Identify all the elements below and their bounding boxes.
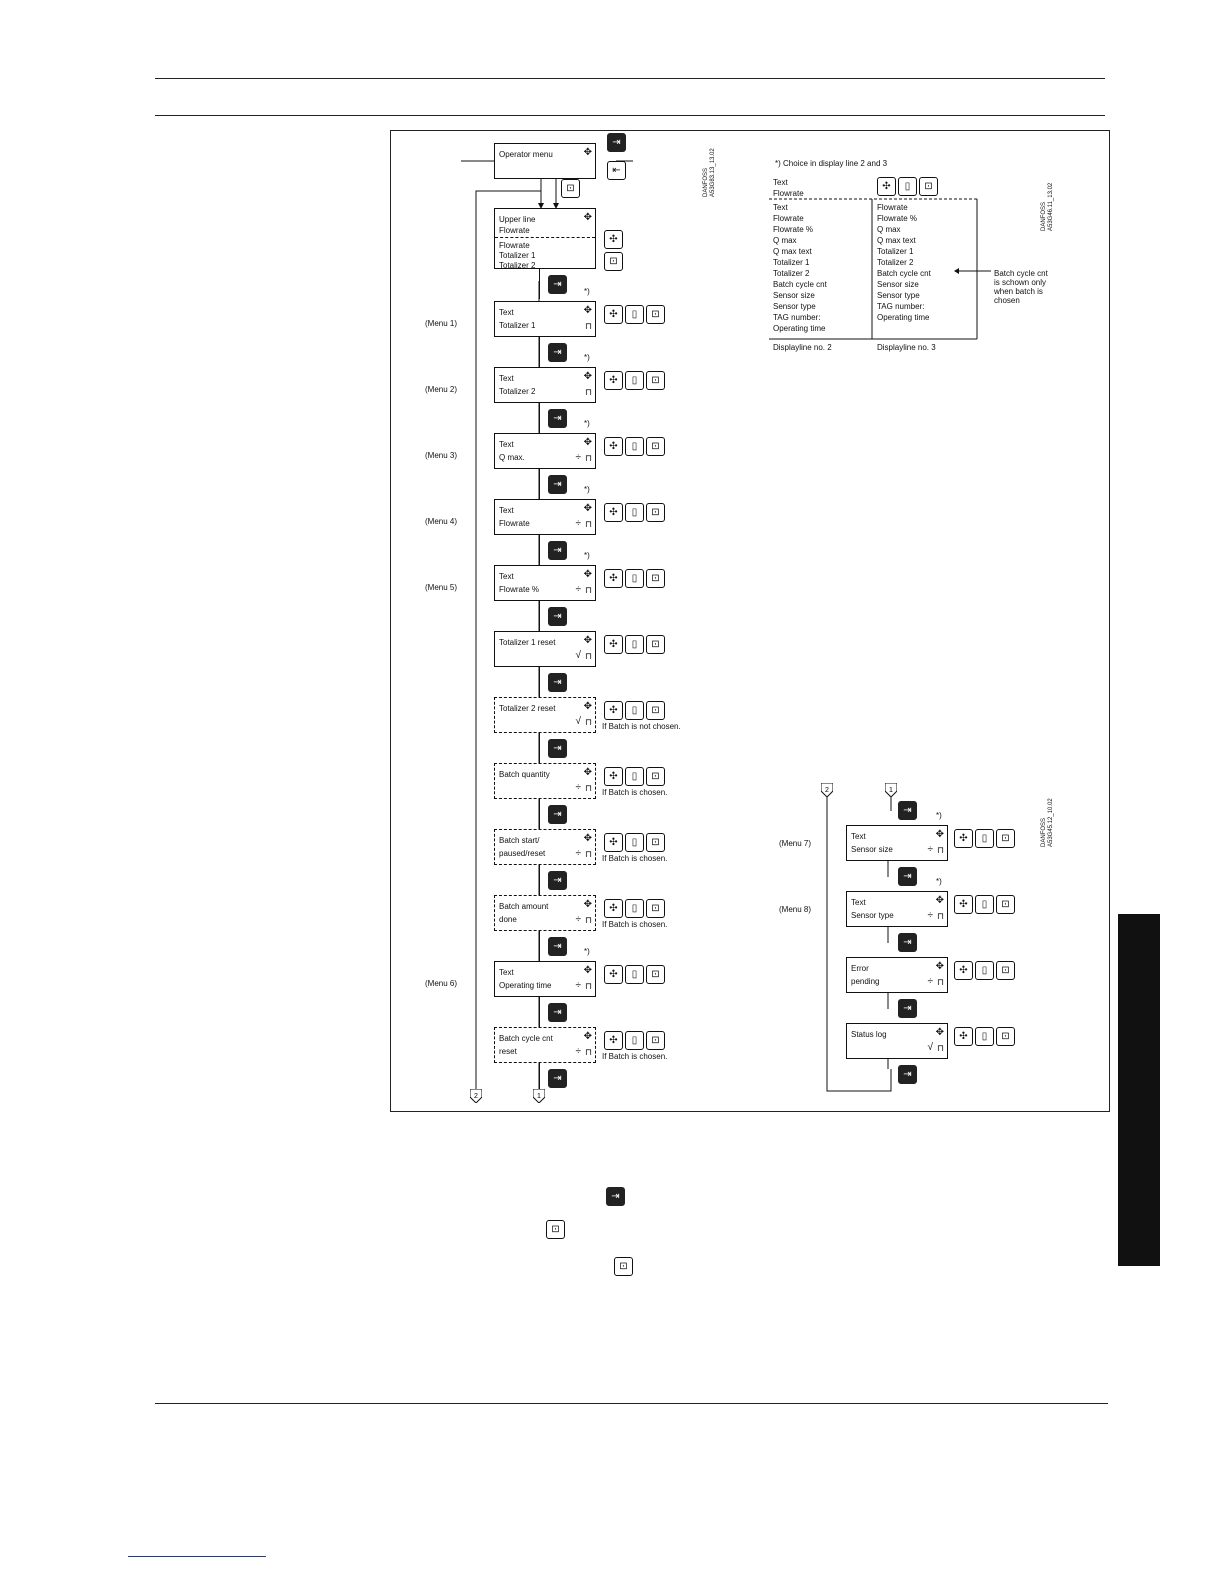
condition-note: If Batch is chosen. xyxy=(602,788,668,797)
lock-key-icon: ⊡ xyxy=(996,829,1015,848)
display-line-2: done xyxy=(499,915,517,924)
enter-key-icon: ▯ xyxy=(975,961,994,980)
choice-option: Batch cycle cnt xyxy=(877,269,931,278)
flow-arrow xyxy=(539,667,540,697)
display-line-1: Batch start/ xyxy=(499,836,540,845)
divider xyxy=(495,237,595,238)
cursor-icon: ✥ xyxy=(935,829,944,840)
lock-icon: ⊓ xyxy=(584,981,592,991)
next-key-icon: ⇥ xyxy=(898,801,917,820)
adjust-icon: ÷ xyxy=(575,584,581,595)
next-key-icon: ⇥ xyxy=(548,871,567,890)
enter-key-icon: ▯ xyxy=(898,177,917,196)
enter-key-icon: ▯ xyxy=(625,767,644,786)
display-line-1: Totalizer 1 reset xyxy=(499,638,556,647)
lock-key-icon: ⊡ xyxy=(646,305,665,324)
display-line-2: Totalizer 2 xyxy=(499,387,536,396)
arrows-key-icon: ✣ xyxy=(954,961,973,980)
adjust-icon: ÷ xyxy=(575,848,581,859)
enter-key-icon: ▯ xyxy=(975,829,994,848)
enter-key-icon: ▯ xyxy=(625,1031,644,1050)
enter-key-icon: ▯ xyxy=(975,895,994,914)
display-line-1: Text xyxy=(499,572,514,581)
upper-line-option: Flowrate xyxy=(499,241,530,250)
choice-option: Operating time xyxy=(773,324,826,333)
display-box xyxy=(494,697,596,733)
confirm-icon: √ xyxy=(927,1042,933,1053)
diagram-frame xyxy=(390,130,1110,1112)
display-line-1: Totalizer 2 reset xyxy=(499,704,556,713)
menu-label: (Menu 2) xyxy=(425,385,458,394)
lock-icon: ⊓ xyxy=(584,585,592,595)
display-box xyxy=(494,829,596,865)
choice-option: Q max xyxy=(773,236,797,245)
enter-key-icon: ▯ xyxy=(625,305,644,324)
choice-option: Flowrate % xyxy=(877,214,918,223)
arrows-key-icon: ✣ xyxy=(604,635,623,654)
next-key-icon: ⇥ xyxy=(548,541,567,560)
arrows-key-icon: ✣ xyxy=(604,503,623,522)
enter-key-icon: ▯ xyxy=(625,965,644,984)
enter-key-icon: ▯ xyxy=(625,833,644,852)
lock-key-icon: ⊡ xyxy=(996,895,1015,914)
lock-key-icon: ⊡ xyxy=(546,1220,565,1239)
display-line-1: Text xyxy=(851,832,866,841)
choice-option: Flowrate % xyxy=(773,225,814,234)
display-line-1: Text xyxy=(851,898,866,907)
lock-key-icon: ⊡ xyxy=(996,1027,1015,1046)
choice-header: Text Flowrate xyxy=(773,178,804,198)
lock-key-icon: ⊡ xyxy=(919,177,938,196)
lock-key-icon: ⊡ xyxy=(646,569,665,588)
adjust-icon: ÷ xyxy=(575,518,581,529)
arrows-key-icon: ✣ xyxy=(604,371,623,390)
menu-label: (Menu 4) xyxy=(425,517,458,526)
choice-option: TAG number: xyxy=(877,302,925,311)
confirm-icon: √ xyxy=(575,650,581,661)
display-line-1: Batch amount xyxy=(499,902,549,911)
flow-arrow xyxy=(539,799,540,829)
enter-key-icon: ▯ xyxy=(625,371,644,390)
adjust-icon: ÷ xyxy=(575,782,581,793)
lock-key-icon-2: ⊡ xyxy=(614,1257,633,1276)
svg-text:1: 1 xyxy=(889,787,893,794)
arrows-key-icon: ✣ xyxy=(877,177,896,196)
adjust-icon: ÷ xyxy=(575,1046,581,1057)
lock-key-icon: ⊡ xyxy=(561,179,580,198)
adjust-icon: ÷ xyxy=(927,976,933,987)
flow-arrow xyxy=(539,931,540,961)
flow-arrow xyxy=(539,997,540,1027)
choice-option: Sensor size xyxy=(877,280,919,289)
choice-option: Totalizer 1 xyxy=(773,258,810,267)
cursor-icon: ✥ xyxy=(935,895,944,906)
next-key-icon: ⇥ xyxy=(898,933,917,952)
choice-marker: *) xyxy=(584,551,590,560)
display-line-2: pending xyxy=(851,977,880,986)
next-key-icon: ⇥ xyxy=(898,999,917,1018)
next-key-icon: ⇥ xyxy=(548,739,567,758)
displayline-3-label: Displayline no. 3 xyxy=(877,343,936,352)
choice-option: Totalizer 2 xyxy=(773,269,810,278)
connector-1-right xyxy=(885,783,897,797)
cursor-icon: ✥ xyxy=(583,767,592,778)
choice-title: *) Choice in display line 2 and 3 xyxy=(775,159,888,168)
lock-icon: ⊓ xyxy=(936,845,944,855)
displayline-2-list xyxy=(773,202,827,334)
lock-key-icon: ⊡ xyxy=(646,503,665,522)
code-a: DANFOSS A53G83.13_13.02 xyxy=(703,148,716,197)
flow-arrow xyxy=(539,269,540,299)
display-box xyxy=(494,499,596,535)
menu-label: (Menu 1) xyxy=(425,319,458,328)
upper-line-option: Totalizer 1 xyxy=(499,251,536,260)
lock-icon: ⊓ xyxy=(584,453,592,463)
display-box xyxy=(494,565,596,601)
lock-key-icon: ⊡ xyxy=(646,437,665,456)
lock-icon: ⊓ xyxy=(584,783,592,793)
condition-note: If Batch is chosen. xyxy=(602,854,668,863)
next-key-icon: ⇥ xyxy=(548,673,567,692)
display-line-1: Upper line xyxy=(499,215,536,224)
flow-arrow xyxy=(539,865,540,895)
section-tab xyxy=(1118,914,1160,1266)
arrows-key-icon: ✣ xyxy=(604,437,623,456)
choice-option: Flowrate xyxy=(773,214,804,223)
top-rule xyxy=(155,78,1105,79)
svg-text:2: 2 xyxy=(825,787,829,794)
display-box xyxy=(846,891,948,927)
cursor-icon: ✥ xyxy=(583,1031,592,1042)
display-line-1: Text xyxy=(499,440,514,449)
choice-option: TAG number: xyxy=(773,313,821,322)
enter-key-icon: ▯ xyxy=(625,437,644,456)
choice-option: Text xyxy=(773,203,788,212)
arrows-key-icon: ✣ xyxy=(604,965,623,984)
flow-arrow xyxy=(539,535,540,565)
arrows-key-icon: ✣ xyxy=(604,305,623,324)
display-box xyxy=(494,631,596,667)
cursor-icon: ✥ xyxy=(935,1027,944,1038)
lock-icon: ⊓ xyxy=(936,977,944,987)
display-box xyxy=(494,763,596,799)
upper-line-display xyxy=(494,208,596,269)
choice-option: Sensor size xyxy=(773,291,815,300)
flow-arrow xyxy=(539,337,540,367)
footer-rule xyxy=(155,1403,1108,1404)
lock-icon: ⊓ xyxy=(936,1043,944,1053)
condition-note: If Batch is chosen. xyxy=(602,920,668,929)
display-box xyxy=(494,961,596,997)
next-key-icon: ⇥ xyxy=(548,475,567,494)
display-line-2: Operating time xyxy=(499,981,552,990)
display-line-1: Batch quantity xyxy=(499,770,550,779)
lock-key-icon: ⊡ xyxy=(646,767,665,786)
display-line-1: Status log xyxy=(851,1030,887,1039)
back-key-icon: ⇤ xyxy=(607,161,626,180)
display-line-2: Sensor size xyxy=(851,845,893,854)
arrows-key-icon: ✣ xyxy=(954,1027,973,1046)
svg-text:2: 2 xyxy=(474,1093,478,1100)
confirm-icon: √ xyxy=(575,716,581,727)
connector-2-left xyxy=(470,1089,482,1103)
cursor-icon: ✥ xyxy=(583,503,592,514)
choice-option: Sensor type xyxy=(877,291,920,300)
condition-note: If Batch is not chosen. xyxy=(602,722,681,731)
next-key-icon: ⇥ xyxy=(548,275,567,294)
flow-arrow xyxy=(539,469,540,499)
lock-key-icon: ⊡ xyxy=(996,961,1015,980)
code-c: DANFOSS A53G45.12_10.02 xyxy=(1041,798,1054,847)
flow-arrow xyxy=(539,601,540,631)
lock-icon: ⊓ xyxy=(584,387,592,397)
display-line-2: Flowrate xyxy=(499,226,530,235)
next-key-icon: ⇥ xyxy=(898,867,917,886)
display-line-2: Q max. xyxy=(499,453,525,462)
cursor-icon: ✥ xyxy=(583,371,592,382)
note-line: is schown only xyxy=(994,278,1047,287)
enter-key-icon: ▯ xyxy=(625,635,644,654)
display-line-1: Text xyxy=(499,968,514,977)
display-box xyxy=(494,1027,596,1063)
cursor-icon: ✥ xyxy=(583,437,592,448)
choice-marker: *) xyxy=(584,419,590,428)
arrows-key-icon: ✣ xyxy=(954,895,973,914)
menu-label: (Menu 5) xyxy=(425,583,458,592)
adjust-icon: ÷ xyxy=(927,844,933,855)
choice-option: Q max text xyxy=(773,247,812,256)
batch-note xyxy=(994,269,1048,305)
enter-key-icon: ▯ xyxy=(625,701,644,720)
choice-option: Batch cycle cnt xyxy=(773,280,827,289)
condition-note: If Batch is chosen. xyxy=(602,1052,668,1061)
next-key-icon: ⇥ xyxy=(898,1065,917,1084)
choice-option: Q max xyxy=(877,225,901,234)
header-rule xyxy=(155,115,1105,116)
enter-key-icon: ▯ xyxy=(625,569,644,588)
displayline-2-label: Displayline no. 2 xyxy=(773,343,832,352)
next-key-icon: ⇥ xyxy=(548,409,567,428)
display-line-1: Error xyxy=(851,964,869,973)
cursor-icon: ✥ xyxy=(583,635,592,646)
note-line: Batch cycle cnt xyxy=(994,269,1048,278)
arrows-key-icon: ✣ xyxy=(604,833,623,852)
next-key-icon: ⇥ xyxy=(548,607,567,626)
display-line-2: Flowrate xyxy=(499,519,530,528)
adjust-icon: ÷ xyxy=(575,914,581,925)
display-box xyxy=(494,433,596,469)
choice-marker: *) xyxy=(584,287,590,296)
display-line-1: Text xyxy=(499,308,514,317)
lock-key-icon: ⊡ xyxy=(646,965,665,984)
arrows-key-icon: ✣ xyxy=(604,230,623,249)
next-key-icon: ⇥ xyxy=(548,1069,567,1088)
enter-key-icon: ▯ xyxy=(975,1027,994,1046)
next-key-icon: ⇥ xyxy=(548,937,567,956)
footer-link-underline xyxy=(128,1556,266,1557)
arrows-key-icon: ✣ xyxy=(604,899,623,918)
choice-marker: *) xyxy=(584,353,590,362)
arrows-key-icon: ✣ xyxy=(604,701,623,720)
display-line-2: reset xyxy=(499,1047,517,1056)
choice-option: Totalizer 1 xyxy=(877,247,914,256)
note-line: chosen xyxy=(994,296,1020,305)
code-b: DANFOSS A53G46.11_13.02 xyxy=(1041,182,1054,231)
upper-line-option: Totalizer 2 xyxy=(499,261,536,270)
flow-arrow xyxy=(539,733,540,763)
lock-key-icon: ⊡ xyxy=(604,252,623,271)
next-key-icon: ⇥ xyxy=(548,1003,567,1022)
cursor-icon: ✥ xyxy=(583,147,592,158)
next-key-icon: ⇥ xyxy=(607,133,626,152)
connector-2-right xyxy=(821,783,833,797)
cursor-icon: ✥ xyxy=(935,961,944,972)
menu-label: (Menu 3) xyxy=(425,451,458,460)
cursor-icon: ✥ xyxy=(583,833,592,844)
arrows-key-icon: ✣ xyxy=(604,1031,623,1050)
display-box xyxy=(494,367,596,403)
display-box xyxy=(846,825,948,861)
adjust-icon: ÷ xyxy=(575,452,581,463)
choice-marker: *) xyxy=(936,877,942,886)
choice-option: Operating time xyxy=(877,313,930,322)
arrows-key-icon: ✣ xyxy=(604,569,623,588)
enter-key-icon: ▯ xyxy=(625,503,644,522)
display-line-2: paused/reset xyxy=(499,849,546,858)
next-key-icon: ⇥ xyxy=(548,805,567,824)
lock-icon: ⊓ xyxy=(936,911,944,921)
display-box xyxy=(494,301,596,337)
menu-label: (Menu 8) xyxy=(779,905,812,914)
cursor-icon: ✥ xyxy=(583,899,592,910)
choice-option: Totalizer 2 xyxy=(877,258,914,267)
display-line-1: Operator menu xyxy=(499,150,553,159)
enter-key-icon: ▯ xyxy=(625,899,644,918)
display-box xyxy=(846,957,948,993)
lock-icon: ⊓ xyxy=(584,717,592,727)
choice-option: Sensor type xyxy=(773,302,816,311)
cursor-icon: ✥ xyxy=(583,965,592,976)
display-box xyxy=(494,143,596,179)
display-line-2: Flowrate % xyxy=(499,585,540,594)
lock-key-icon: ⊡ xyxy=(646,899,665,918)
connector-1-left xyxy=(533,1089,545,1103)
lock-icon: ⊓ xyxy=(584,849,592,859)
display-line-2: Sensor type xyxy=(851,911,894,920)
choice-marker: *) xyxy=(936,811,942,820)
choice-marker: *) xyxy=(584,947,590,956)
menu-label: (Menu 6) xyxy=(425,979,458,988)
note-line: when batch is xyxy=(994,287,1043,296)
lock-icon: ⊓ xyxy=(584,321,592,331)
cursor-icon: ✥ xyxy=(583,569,592,580)
lock-icon: ⊓ xyxy=(584,915,592,925)
display-line-2: Totalizer 1 xyxy=(499,321,536,330)
display-line-1: Batch cycle cnt xyxy=(499,1034,553,1043)
next-key-icon: ⇥ xyxy=(548,343,567,362)
lock-key-icon: ⊡ xyxy=(646,701,665,720)
cursor-icon: ✥ xyxy=(583,305,592,316)
choice-option: Flowrate xyxy=(877,203,908,212)
choice-marker: *) xyxy=(584,485,590,494)
arrows-key-icon: ✣ xyxy=(954,829,973,848)
cursor-icon: ✥ xyxy=(583,701,592,712)
display-box xyxy=(494,895,596,931)
lock-key-icon: ⊡ xyxy=(646,1031,665,1050)
next-key-icon: ⇥ xyxy=(606,1187,625,1206)
display-line-1: Text xyxy=(499,374,514,383)
lock-icon: ⊓ xyxy=(584,651,592,661)
lock-icon: ⊓ xyxy=(584,519,592,529)
lock-icon: ⊓ xyxy=(584,1047,592,1057)
display-line-1: Text xyxy=(499,506,514,515)
choice-option: Q max text xyxy=(877,236,916,245)
menu-label: (Menu 7) xyxy=(779,839,812,848)
lock-key-icon: ⊡ xyxy=(646,635,665,654)
flow-arrow xyxy=(539,403,540,433)
lock-key-icon: ⊡ xyxy=(646,833,665,852)
arrows-key-icon: ✣ xyxy=(604,767,623,786)
adjust-icon: ÷ xyxy=(575,980,581,991)
svg-text:1: 1 xyxy=(537,1093,541,1100)
display-box xyxy=(846,1023,948,1059)
adjust-icon: ÷ xyxy=(927,910,933,921)
displayline-3-list xyxy=(877,202,931,323)
cursor-icon: ✥ xyxy=(583,212,592,223)
lock-key-icon: ⊡ xyxy=(646,371,665,390)
